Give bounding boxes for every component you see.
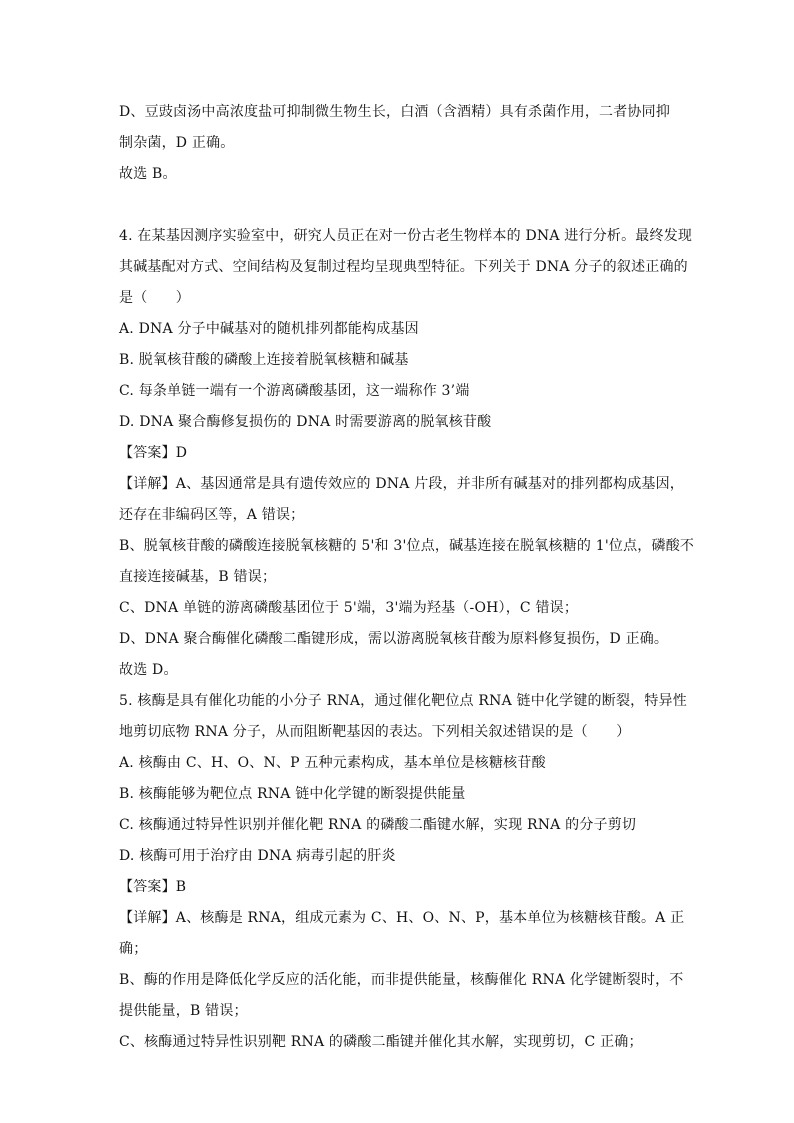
explanation-line: 【详解】A、基因通常是具有遗传效应的 DNA 片段，并非所有碱基对的排列都构成基因， (119, 476, 684, 492)
explanation-line: 直接连接碱基，B 错误； (119, 569, 277, 585)
explanation-line: C、DNA 单链的游离磷酸基团位于 5'端，3'端为羟基（-OH），C 错误； (119, 600, 579, 616)
option-a: A. DNA 分子中碱基对的随机排列都能构成基因 (119, 321, 419, 337)
explanation-line: 还存在非编码区等，A 错误； (119, 507, 305, 523)
explanation-line: 提供能量，B 错误； (119, 1003, 248, 1019)
answer-label: 【答案】B (119, 879, 187, 895)
explanation-line: 确； (119, 941, 148, 957)
question-stem: 4. 在某基因测序实验室中，研究人员正在对一份古老生物样本的 DNA 进行分析。最终发现 (119, 228, 693, 244)
explanation-line: B、酶的作用是降低化学反应的活化能，而非提供能量，核酶催化 RNA 化学键断裂时，不 (119, 972, 684, 988)
text-line: 故选 B。 (119, 166, 177, 182)
option-c: C. 核酶通过特异性识别并催化靶 RNA 的磷酸二酯键水解，实现 RNA 的分子剪切 (119, 817, 637, 833)
answer-label: 【答案】D (119, 445, 188, 461)
text-line: 制杂菌，D 正确。 (119, 135, 235, 151)
question-stem: 是（ ） (119, 290, 190, 306)
option-a: A. 核酶由 C、H、O、N、P 五种元素构成，基本单位是核糖核苷酸 (119, 755, 546, 771)
option-d: D. DNA 聚合酶修复损伤的 DNA 时需要游离的脱氧核苷酸 (119, 414, 492, 430)
option-b: B. 核酶能够为靶位点 RNA 链中化学键的断裂提供能量 (119, 786, 466, 802)
explanation-line: 【详解】A、核酶是 RNA，组成元素为 C、H、O、N、P，基本单位为核糖核苷酸。A 正 (119, 910, 685, 926)
conclusion-line: 故选 D。 (119, 662, 178, 678)
explanation-line: C、核酶通过特异性识别靶 RNA 的磷酸二酯键并催化其水解，实现剪切，C 正确； (119, 1034, 643, 1050)
option-c: C. 每条单链一端有一个游离磷酸基团，这一端称作 3’端 (119, 383, 470, 399)
option-d: D. 核酶可用于治疗由 DNA 病毒引起的肝炎 (119, 848, 396, 864)
option-b: B. 脱氧核苷酸的磷酸上连接着脱氧核糖和碱基 (119, 352, 409, 368)
text-line: D、豆豉卤汤中高浓度盐可抑制微生物生长，白酒（含酒精）具有杀菌作用，二者协同抑 (119, 104, 671, 120)
explanation-line: B、脱氧核苷酸的磷酸连接脱氧核糖的 5'和 3'位点，碱基连接在脱氧核糖的 1'位点，磷酸不 (119, 538, 695, 554)
question-stem: 5. 核酶是具有催化功能的小分子 RNA，通过催化靶位点 RNA 链中化学键的断裂，特异性 (119, 693, 687, 709)
question-stem: 地剪切底物 RNA 分子，从而阻断靶基因的表达。下列相关叙述错误的是（ ） (119, 724, 631, 740)
question-stem: 其碱基配对方式、空间结构及复制过程均呈现典型特征。下列关于 DNA 分子的叙述正确的 (119, 259, 688, 275)
explanation-line: D、DNA 聚合酶催化磷酸二酯键形成，需以游离脱氧核苷酸为原料修复损伤，D 正确。 (119, 631, 669, 647)
